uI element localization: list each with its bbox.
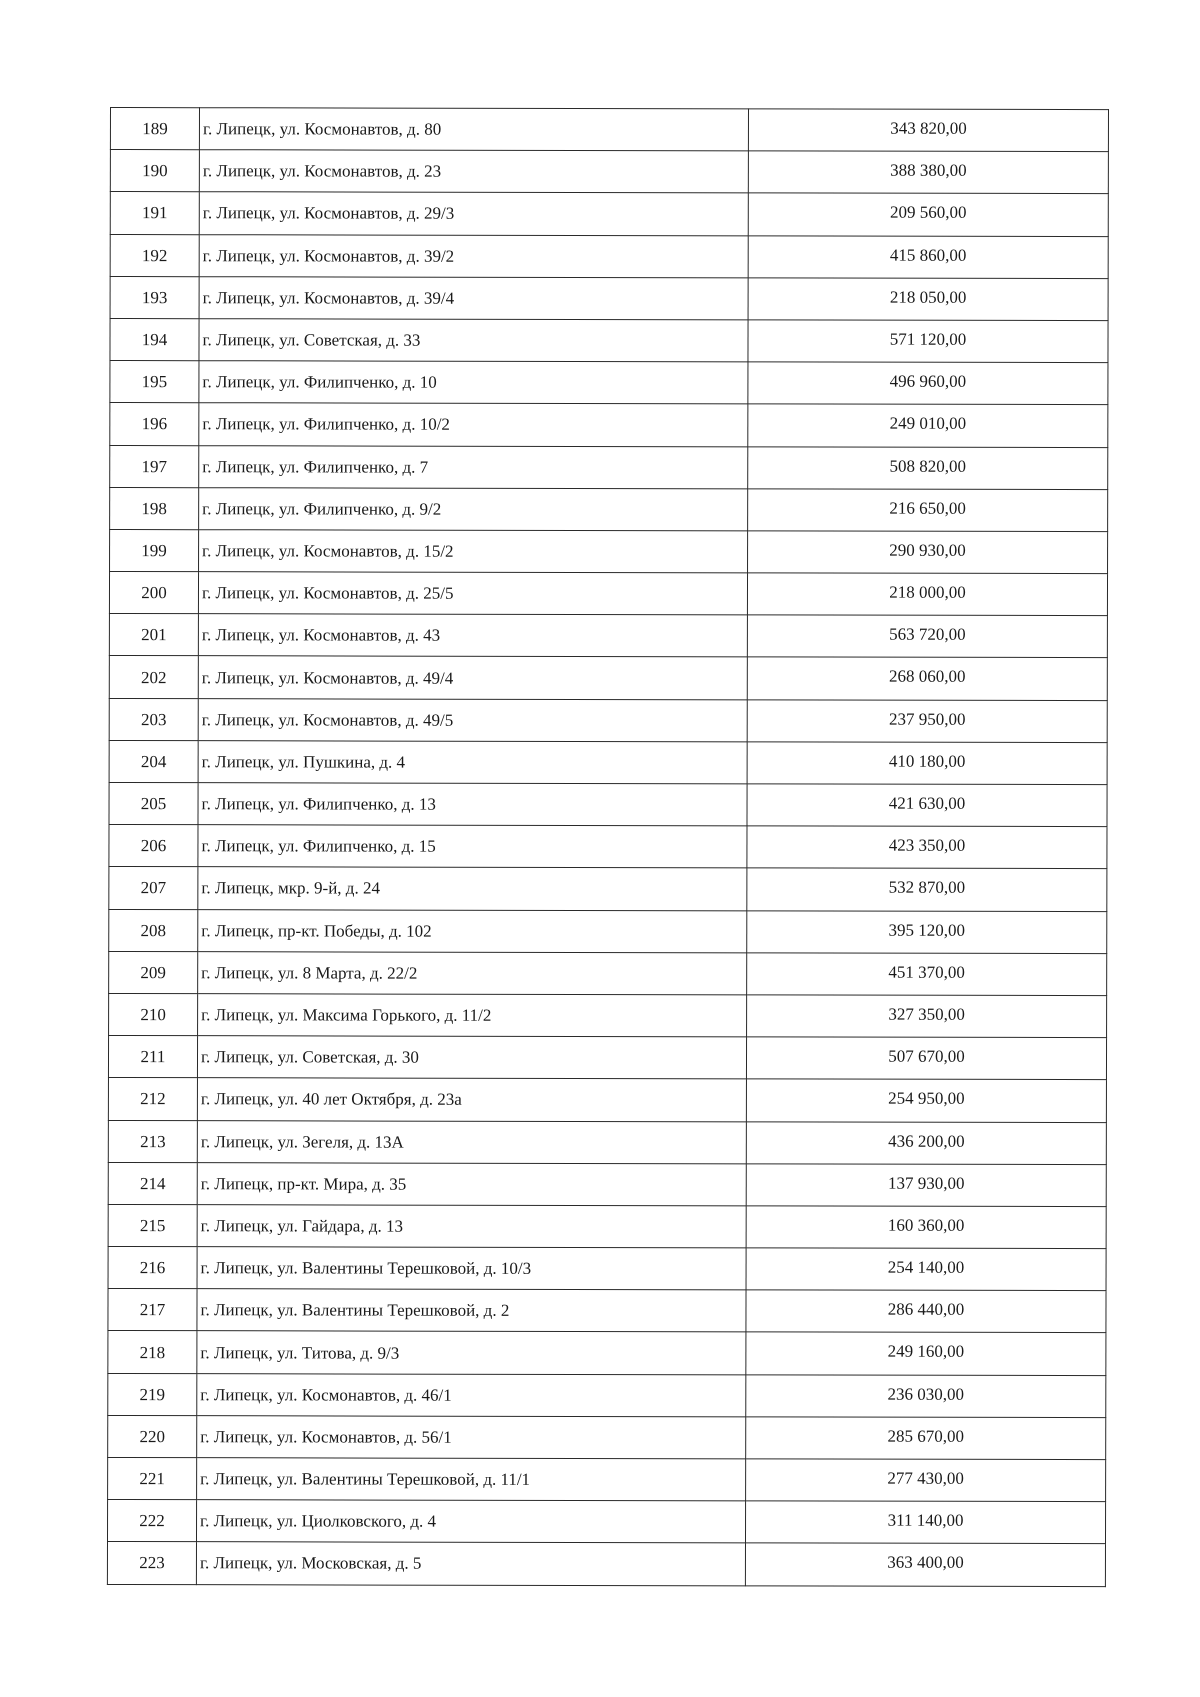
address-cell: г. Липецк, ул. Космонавтов, д. 49/5 bbox=[198, 698, 747, 741]
address-cell: г. Липецк, ул. Московская, д. 5 bbox=[196, 1542, 745, 1585]
table-row bbox=[109, 825, 1107, 869]
address-cell: г. Липецк, пр-кт. Победы, д. 102 bbox=[198, 909, 747, 952]
row-number-cell: 197 bbox=[110, 445, 199, 487]
address-cell: г. Липецк, ул. Пушкина, д. 4 bbox=[198, 740, 747, 783]
table-row bbox=[109, 951, 1107, 995]
table-row bbox=[108, 1331, 1106, 1375]
table-row bbox=[108, 1457, 1106, 1501]
amount-cell: 388 380,00 bbox=[748, 151, 1108, 194]
row-number-cell: 196 bbox=[110, 403, 199, 445]
amount-cell: 395 120,00 bbox=[747, 910, 1107, 953]
amount-cell: 249 010,00 bbox=[748, 404, 1108, 447]
row-number-cell: 204 bbox=[109, 740, 198, 782]
table-row bbox=[108, 1373, 1106, 1417]
amount-cell: 218 050,00 bbox=[748, 278, 1108, 321]
row-number-cell: 208 bbox=[109, 909, 198, 951]
table-row bbox=[110, 108, 1108, 152]
row-number-cell: 222 bbox=[107, 1500, 196, 1542]
table-row bbox=[110, 487, 1108, 531]
address-cell: г. Липецк, ул. Советская, д. 33 bbox=[199, 319, 748, 362]
table-row bbox=[108, 1162, 1106, 1206]
row-number-cell: 194 bbox=[110, 318, 199, 360]
row-number-cell: 216 bbox=[108, 1247, 197, 1289]
table-row bbox=[110, 150, 1108, 194]
address-cell: г. Липецк, ул. Космонавтов, д. 29/3 bbox=[199, 192, 748, 235]
address-cell: г. Липецк, ул. Филипченко, д. 15 bbox=[198, 825, 747, 868]
amount-cell: 285 670,00 bbox=[746, 1417, 1106, 1460]
address-cell: г. Липецк, ул. Советская, д. 30 bbox=[197, 1036, 746, 1079]
row-number-cell: 198 bbox=[110, 487, 199, 529]
row-number-cell: 202 bbox=[109, 656, 198, 698]
row-number-cell: 193 bbox=[110, 276, 199, 318]
address-cell: г. Липецк, ул. Космонавтов, д. 49/4 bbox=[198, 656, 747, 699]
row-number-cell: 211 bbox=[108, 1036, 197, 1078]
table-row bbox=[110, 318, 1108, 362]
address-cell: г. Липецк, ул. Циолковского, д. 4 bbox=[196, 1500, 745, 1543]
amount-cell: 496 960,00 bbox=[748, 362, 1108, 405]
row-number-cell: 215 bbox=[108, 1204, 197, 1246]
row-number-cell: 217 bbox=[108, 1289, 197, 1331]
row-number-cell: 203 bbox=[109, 698, 198, 740]
amount-cell: 508 820,00 bbox=[748, 446, 1108, 489]
row-number-cell: 213 bbox=[108, 1120, 197, 1162]
table-row bbox=[109, 740, 1107, 784]
table-row bbox=[110, 276, 1108, 320]
row-number-cell: 207 bbox=[109, 867, 198, 909]
amount-cell: 249 160,00 bbox=[746, 1332, 1106, 1375]
row-number-cell: 210 bbox=[109, 993, 198, 1035]
amount-cell: 218 000,00 bbox=[747, 573, 1107, 616]
table-row bbox=[109, 656, 1107, 700]
amount-cell: 160 360,00 bbox=[746, 1206, 1106, 1249]
amount-cell: 343 820,00 bbox=[748, 109, 1108, 152]
address-cell: г. Липецк, ул. Филипченко, д. 7 bbox=[199, 445, 748, 488]
row-number-cell: 190 bbox=[110, 150, 199, 192]
table-row bbox=[109, 993, 1107, 1037]
amount-cell: 236 030,00 bbox=[746, 1374, 1106, 1417]
row-number-cell: 201 bbox=[109, 614, 198, 656]
amount-cell: 423 350,00 bbox=[747, 826, 1107, 869]
row-number-cell: 219 bbox=[108, 1373, 197, 1415]
row-number-cell: 221 bbox=[108, 1457, 197, 1499]
amount-cell: 137 930,00 bbox=[746, 1164, 1106, 1207]
row-number-cell: 223 bbox=[107, 1542, 196, 1584]
table-row bbox=[109, 614, 1107, 658]
amount-cell: 571 120,00 bbox=[748, 320, 1108, 363]
table-row bbox=[108, 1120, 1106, 1164]
address-cell: г. Липецк, ул. Филипченко, д. 9/2 bbox=[199, 487, 748, 530]
table-row bbox=[109, 909, 1107, 953]
address-cell: г. Липецк, ул. Гайдара, д. 13 bbox=[197, 1205, 746, 1248]
amount-cell: 563 720,00 bbox=[747, 615, 1107, 658]
address-cell: г. Липецк, ул. Титова, д. 9/3 bbox=[197, 1331, 746, 1374]
row-number-cell: 195 bbox=[110, 361, 199, 403]
row-number-cell: 220 bbox=[108, 1415, 197, 1457]
amount-cell: 311 140,00 bbox=[745, 1501, 1105, 1544]
table-body bbox=[107, 108, 1108, 1587]
address-cell: г. Липецк, ул. Космонавтов, д. 80 bbox=[199, 108, 748, 151]
amount-cell: 436 200,00 bbox=[746, 1121, 1106, 1164]
address-cell: г. Липецк, ул. Валентины Терешковой, д. 2 bbox=[197, 1289, 746, 1332]
row-number-cell: 192 bbox=[110, 234, 199, 276]
amount-cell: 327 350,00 bbox=[747, 995, 1107, 1038]
amount-cell: 507 670,00 bbox=[746, 1037, 1106, 1080]
table-row bbox=[109, 572, 1107, 616]
amount-cell: 254 140,00 bbox=[746, 1248, 1106, 1291]
address-cell: г. Липецк, ул. Космонавтов, д. 56/1 bbox=[197, 1415, 746, 1458]
table-row bbox=[108, 1204, 1106, 1248]
amount-cell: 415 860,00 bbox=[748, 235, 1108, 278]
amount-cell: 237 950,00 bbox=[747, 699, 1107, 742]
table-row bbox=[110, 361, 1108, 405]
address-cell: г. Липецк, ул. Филипченко, д. 10 bbox=[199, 361, 748, 404]
row-number-cell: 206 bbox=[109, 825, 198, 867]
amount-cell: 268 060,00 bbox=[747, 657, 1107, 700]
address-cell: г. Липецк, ул. Валентины Терешковой, д. 11/1 bbox=[197, 1458, 746, 1501]
row-number-cell: 209 bbox=[109, 951, 198, 993]
address-amount-table bbox=[107, 107, 1109, 1587]
address-cell: г. Липецк, ул. Валентины Терешковой, д. 10/3 bbox=[197, 1247, 746, 1290]
table-row bbox=[108, 1078, 1106, 1122]
amount-cell: 277 430,00 bbox=[746, 1459, 1106, 1502]
row-number-cell: 218 bbox=[108, 1331, 197, 1373]
address-cell: г. Липецк, ул. Филипченко, д. 10/2 bbox=[199, 403, 748, 446]
address-cell: г. Липецк, ул. Филипченко, д. 13 bbox=[198, 783, 747, 826]
table-row bbox=[110, 445, 1108, 489]
amount-cell: 410 180,00 bbox=[747, 742, 1107, 785]
address-cell: г. Липецк, ул. Космонавтов, д. 25/5 bbox=[198, 572, 747, 615]
address-cell: г. Липецк, ул. Космонавтов, д. 43 bbox=[198, 614, 747, 657]
table-row bbox=[110, 192, 1108, 236]
row-number-cell: 189 bbox=[110, 108, 199, 150]
row-number-cell: 214 bbox=[108, 1162, 197, 1204]
address-cell: г. Липецк, ул. Космонавтов, д. 23 bbox=[199, 150, 748, 193]
row-number-cell: 199 bbox=[110, 529, 199, 571]
amount-cell: 209 560,00 bbox=[748, 193, 1108, 236]
table-row bbox=[109, 698, 1107, 742]
address-cell: г. Липецк, ул. 40 лет Октября, д. 23а bbox=[197, 1078, 746, 1121]
address-cell: г. Липецк, пр-кт. Мира, д. 35 bbox=[197, 1162, 746, 1205]
amount-cell: 216 650,00 bbox=[748, 489, 1108, 532]
table-row bbox=[109, 867, 1107, 911]
address-cell: г. Липецк, ул. Космонавтов, д. 39/4 bbox=[199, 276, 748, 319]
table-row bbox=[108, 1247, 1106, 1291]
table-row bbox=[108, 1289, 1106, 1333]
table-row bbox=[108, 1036, 1106, 1080]
address-cell: г. Липецк, ул. Зегеля, д. 13А bbox=[197, 1120, 746, 1163]
table-row bbox=[110, 403, 1108, 447]
table-row bbox=[107, 1542, 1105, 1586]
address-cell: г. Липецк, ул. Максима Горького, д. 11/2 bbox=[198, 994, 747, 1037]
table-row bbox=[107, 1500, 1105, 1544]
table-row bbox=[110, 234, 1108, 278]
amount-cell: 451 370,00 bbox=[747, 953, 1107, 996]
amount-cell: 532 870,00 bbox=[747, 868, 1107, 911]
amount-cell: 421 630,00 bbox=[747, 784, 1107, 827]
address-cell: г. Липецк, ул. Космонавтов, д. 15/2 bbox=[199, 530, 748, 573]
amount-cell: 254 950,00 bbox=[746, 1079, 1106, 1122]
address-cell: г. Липецк, ул. Космонавтов, д. 46/1 bbox=[197, 1373, 746, 1416]
row-number-cell: 191 bbox=[110, 192, 199, 234]
amount-cell: 290 930,00 bbox=[748, 531, 1108, 574]
address-cell: г. Липецк, ул. Космонавтов, д. 39/2 bbox=[199, 234, 748, 277]
table-row bbox=[109, 782, 1107, 826]
row-number-cell: 212 bbox=[108, 1078, 197, 1120]
amount-cell: 363 400,00 bbox=[745, 1543, 1105, 1586]
address-cell: г. Липецк, мкр. 9-й, д. 24 bbox=[198, 867, 747, 910]
amount-cell: 286 440,00 bbox=[746, 1290, 1106, 1333]
row-number-cell: 205 bbox=[109, 782, 198, 824]
table-row bbox=[108, 1415, 1106, 1459]
table-row bbox=[110, 529, 1108, 573]
address-cell: г. Липецк, ул. 8 Марта, д. 22/2 bbox=[198, 951, 747, 994]
row-number-cell: 200 bbox=[109, 572, 198, 614]
